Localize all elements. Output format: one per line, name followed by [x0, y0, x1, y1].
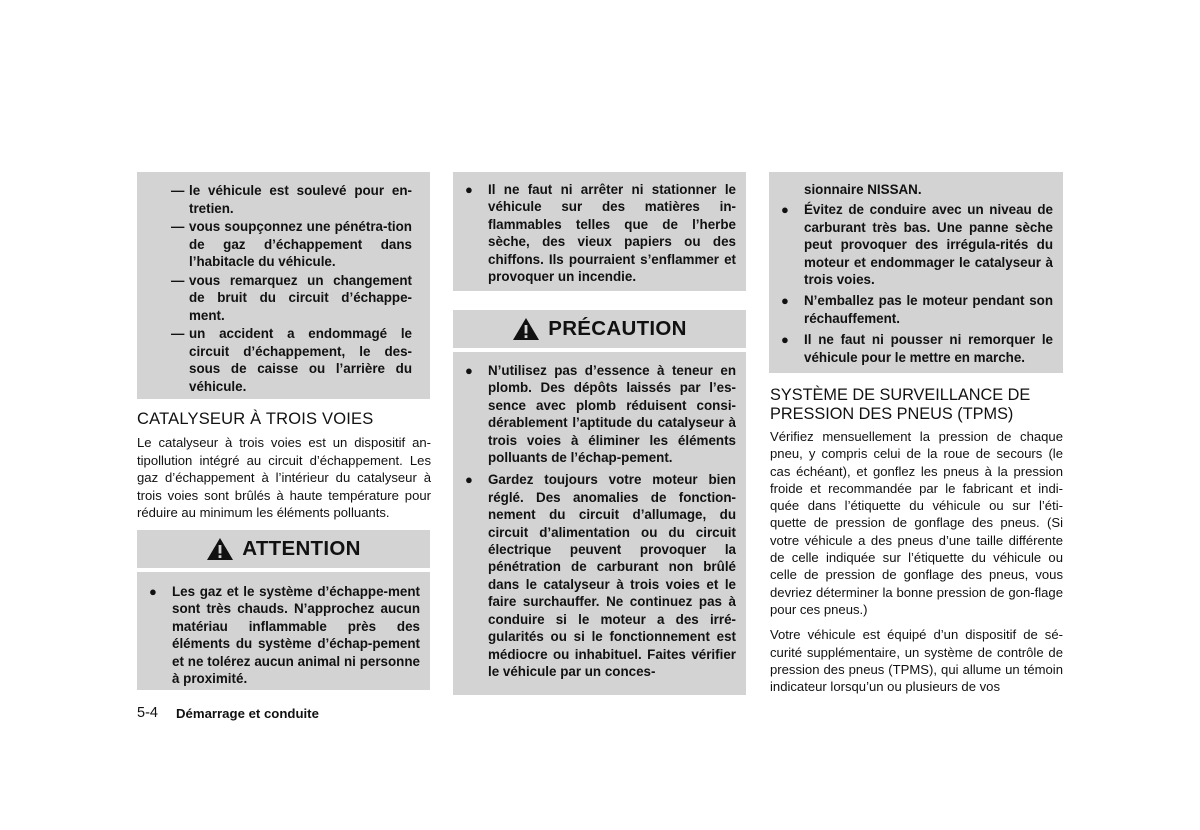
warning-triangle-icon [206, 537, 234, 561]
warning-item: ● Il ne faut ni arrêter ni stationner le véhicule sur des matières in-flammables telles que de l’herbe sèche, des vieux papiers ou des chiffons. Ils pourraient s’enflammer et provoquer un incendie. [465, 182, 736, 285]
attention-banner [137, 530, 430, 568]
warning-continuation-box [453, 172, 746, 291]
warning-list-box [137, 172, 430, 399]
precaution-item: ● Il ne faut ni pousser ni remorquer le véhicule pour le mettre en marche. [781, 332, 1053, 365]
tpms-body [770, 428, 1063, 703]
dash-item: — vous soupçonnez une pénétra-tion de gaz d’échappement dans l’habitacle du véhicule. [171, 219, 412, 269]
attention-item: ● Les gaz et le système d’échappe-ment sont très chauds. N’approchez aucun matériau inflammable près des éléments du système d’échap-pement et ne tolérez aucun animal ni personne à proximité. [149, 584, 420, 687]
precaution-title: PRÉCAUTION [548, 317, 687, 340]
precaution-item: ● Gardez toujours votre moteur bien réglé. Des anomalies de fonction-nement du circuit d’allumage, du circuit d’alimentation ou du circuit électrique peuvent provoquer la pénétration de carburant non brûlé dans le catalyseur à trois voies et le faire surchauffer. Ne continuez pas à conduire si le moteur a des irré-gularités ou si le fonctionnement est médiocre ou inhabituel. Faites vérifier le véhicule par un conces- [465, 472, 736, 679]
precaution-item: ● N’emballez pas le moteur pendant son réchauffement. [781, 293, 1053, 326]
precaution-item: ● Évitez de conduire avec un niveau de carburant très bas. Une panne sèche peut provoquer des irrégula-rités du moteur et endommager le catalyseur à trois voies. [781, 202, 1053, 288]
precaution-banner [453, 310, 746, 348]
page-number: 5-4 [137, 705, 158, 721]
precaution-item: ● N’utilisez pas d’essence à teneur en plomb. Des dépôts laissés par l’es-sence avec plomb réduisent consi-dérablement l’aptitude du catalyseur à trois voies à éliminer les éléments polluants de l’échap-pement. [465, 363, 736, 466]
section-title: Démarrage et conduite [176, 706, 319, 721]
attention-title: ATTENTION [242, 537, 361, 560]
tpms-paragraph: Votre véhicule est équipé d’un dispositif de sé-curité supplémentaire, un système de contrôle de pression des pneus (TPMS), qui allume un témoin indicateur lorsqu’un ou plusieurs de vos [770, 627, 1063, 695]
catalyseur-body: Le catalyseur à trois voies est un dispositif an-tipollution intégré au circuit d’échappement. Les gaz d’échappement à l’intérieur du catalyseur à trois voies sont brûlés à haute température pour réduire au minimum les éléments polluants. [137, 435, 431, 521]
dash-item: — vous remarquez un changement de bruit du circuit d’échappe-ment. [171, 272, 412, 323]
attention-box [137, 572, 430, 690]
tpms-heading: SYSTÈME DE SURVEILLANCE DE PRESSION DES PNEUS (TPMS) [770, 386, 1031, 423]
precaution-box [453, 352, 746, 695]
precaution-continuation-box [769, 172, 1063, 373]
dash-item: — un accident a endommagé le circuit d’échappement, le des-sous de caisse ou l’arrière du véhicule. [171, 326, 412, 394]
warning-triangle-icon [512, 317, 540, 341]
catalyseur-heading: CATALYSEUR À TROIS VOIES [137, 410, 374, 428]
dash-item: — le véhicule est soulevé pour en-tretien. [171, 183, 412, 216]
continuation-text: sionnaire NISSAN. [804, 182, 922, 197]
tpms-paragraph: Vérifiez mensuellement la pression de chaque pneu, y compris celui de la roue de secours (le cas échéant), et gonflez les pneus à la pression froide et recommandée par le fabricant et indi-quée dans l’étiquette du véhicule ou sur l’éti-quette de pression de gonflage des pneus. (Si votre véhicule a des pneus d’une taille différente de celle indiquée sur l’étiquette du véhicule ou celle de pression de gonflage des pneus, vous devriez déterminer la bonne pression de gon-flage pour ces pneus.) [770, 429, 1063, 617]
